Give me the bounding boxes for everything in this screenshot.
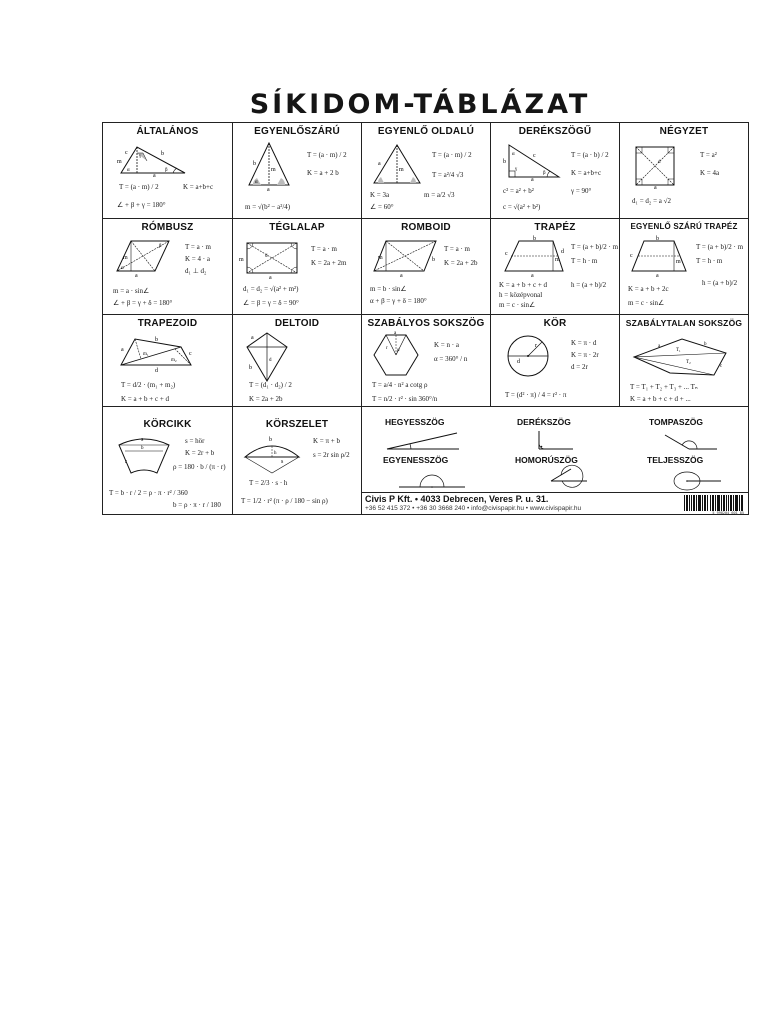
- rhombus-figure: [113, 237, 173, 277]
- label-m: m: [123, 255, 128, 261]
- label-c: c: [505, 251, 508, 257]
- formula-perimeter: K = 3a: [370, 191, 390, 199]
- publisher-footer: [361, 493, 749, 515]
- formula-diameter: d = 2r: [571, 363, 588, 371]
- formula-area: T = (a · m) / 2: [432, 151, 472, 159]
- label-a: a: [400, 273, 403, 279]
- formula-area: T = (a + b)/2 · m: [696, 243, 744, 251]
- formula-area: T = b · r / 2 = ρ · π · r² / 360: [109, 489, 188, 497]
- formula-angle: ρ = 180 · b / (π · r): [173, 463, 226, 471]
- formula-angle-sum: ∠ + β = γ + δ = 180°: [113, 299, 173, 307]
- circle-figure: [505, 333, 551, 379]
- formula-area: T = (a · m) / 2: [119, 183, 159, 191]
- label-d: d: [269, 358, 272, 363]
- cell-title: SZABÁLYOS SOKSZÖG: [367, 318, 485, 329]
- cell-trapez: [491, 219, 620, 315]
- formula-area: T = a/4 · n² a cotg ρ: [372, 381, 428, 389]
- cell-title: EGYENLŐSZÁRÚ: [254, 126, 340, 137]
- formula-diagonals: d₁ ⊥ d₂: [185, 267, 207, 275]
- label-b: b: [269, 437, 272, 443]
- label-d: d: [265, 254, 268, 259]
- formula-area-alt: T = h · m: [696, 257, 723, 265]
- formula-perimeter: K = 2r + b: [185, 449, 215, 457]
- formula-perimeter: K = a + b + c + d: [121, 395, 170, 403]
- formula-chord: s = 2r sin ρ/2: [313, 451, 350, 459]
- formula-height: m = c · sin∠: [628, 299, 665, 307]
- formula-area: T = a · m: [311, 245, 337, 253]
- formula-central-angle: α = 360° / n: [434, 355, 468, 363]
- regular-polygon-figure: [372, 333, 420, 377]
- cell-szabalyos-sokszog: [362, 315, 491, 407]
- cell-altalanos: [103, 123, 233, 219]
- cell-rombusz: [103, 219, 233, 315]
- formula-perimeter: K = 4a: [700, 169, 720, 177]
- cell-title: NÉGYZET: [659, 126, 709, 137]
- formula-hypotenuse: c = √(a² + b²): [503, 203, 541, 211]
- label-a: a: [654, 185, 657, 191]
- label-c: c: [630, 253, 633, 259]
- label-r: r: [125, 459, 127, 465]
- formula-area-alt: T = h · m: [571, 257, 598, 265]
- formula-perimeter: K = a + b + c + d + ...: [630, 395, 691, 403]
- label-beta: β: [543, 171, 546, 176]
- formula-midline-note: h = középvonal: [499, 291, 543, 299]
- formula-angles: ∠ = β = γ = δ = 90°: [243, 299, 299, 307]
- shape-table: [102, 122, 749, 515]
- formula-area: T = 1/2 · r² (π · ρ / 180 − sin ρ): [241, 497, 328, 505]
- cell-teglalap: [233, 219, 362, 315]
- cell-negyzet: [620, 123, 749, 219]
- reflex-angle-icon: [531, 467, 591, 491]
- formula-perimeter: K = n · a: [434, 341, 459, 349]
- angle-reflex-label: HOMORÚSZÖG: [515, 455, 578, 465]
- cell-szabalytalan-sokszog: [620, 315, 749, 407]
- formula-area: T = a · m: [444, 245, 470, 253]
- formula-height: m = c · sin∠: [499, 301, 536, 309]
- obtuse-angle-icon: [659, 429, 719, 451]
- label-d: d: [517, 359, 520, 365]
- cell-title: RÓMBUSZ: [141, 222, 194, 233]
- segment-figure: [241, 433, 303, 477]
- label-t2: T₂: [686, 360, 691, 365]
- parallelogram-figure: [370, 237, 440, 277]
- formula-area: T = (a · m) / 2: [307, 151, 347, 159]
- label-m: m: [399, 167, 404, 173]
- label-m: m: [117, 159, 122, 165]
- label-b: b: [704, 342, 707, 347]
- rectangle-figure: [239, 239, 301, 279]
- cell-title: TRAPÉZ: [534, 222, 576, 233]
- formula-area: T = a²: [700, 151, 717, 159]
- cell-romboid: [362, 219, 491, 315]
- label-gamma: γ: [515, 167, 518, 172]
- label-d: d: [155, 368, 158, 374]
- label-s: s: [281, 459, 284, 465]
- formula-area: T = (a + b)/2 · m: [571, 243, 619, 251]
- cell-title: SZABÁLYTALAN SOKSZÖG: [625, 318, 743, 328]
- formula-perimeter: K = a + b + 2c: [628, 285, 669, 293]
- label-b: b: [155, 337, 158, 343]
- formula-area-approx: T = 2/3 · s · h: [249, 479, 288, 487]
- label-a: a: [251, 335, 254, 341]
- label-b: b: [656, 236, 659, 242]
- formula-perimeter: K = a+b+c: [183, 183, 214, 191]
- formula-midline: h = (a + b)/2: [702, 279, 738, 287]
- label-beta: β: [165, 168, 168, 173]
- label-beta: β: [159, 244, 162, 249]
- formula-diagonal: d₁ = d₂ = √(a² + m²): [243, 285, 299, 293]
- label-b: b: [253, 161, 256, 167]
- angle-obtuse-label: TOMPASZÖG: [649, 417, 703, 427]
- label-gamma: γ: [139, 154, 142, 159]
- angle-right-label: DERÉKSZÖG: [517, 417, 571, 427]
- angle-acute-label: HEGYESSZÖG: [385, 417, 445, 427]
- cell-deltoid: [233, 315, 362, 407]
- formula-angle: ∠ = 60°: [370, 203, 394, 211]
- sheet-title: SÍKIDOM-TÁBLÁZAT: [249, 89, 591, 120]
- trapezoid-general-figure: [117, 333, 197, 373]
- formula-angle-sum: ∠ + β + γ = 180°: [117, 201, 166, 209]
- cell-trapezoid: [103, 315, 233, 407]
- label-rho: ρ: [397, 348, 400, 353]
- cell-derekszogu: [491, 123, 620, 219]
- formula-perimeter: K = a + b + c + d: [499, 281, 548, 289]
- label-a: a: [121, 347, 124, 353]
- triangle-figure: [117, 141, 189, 177]
- trapezoid-figure: [501, 237, 567, 277]
- formula-area: T = a · m: [185, 243, 211, 251]
- formula-perimeter: K = a + 2 b: [307, 169, 339, 177]
- label-b: b: [141, 446, 144, 451]
- label-h: h: [274, 451, 277, 456]
- label-c: c: [125, 150, 128, 156]
- irregular-polygon-figure: [630, 333, 730, 379]
- formula-pythagoras: c² = a² + b²: [503, 187, 534, 195]
- cell-title: TÉGLALAP: [269, 222, 325, 233]
- cell-title: DERÉKSZÖGŰ: [518, 126, 592, 137]
- formula-chord: s = hör: [185, 437, 205, 445]
- label-a: a: [656, 273, 659, 279]
- cell-title: DELTOID: [274, 318, 320, 329]
- label-a: a: [658, 344, 661, 349]
- label-s: s: [141, 437, 144, 443]
- formula-perimeter: K = π + b: [313, 437, 340, 445]
- cell-title: ROMBOID: [401, 222, 451, 233]
- formula-height: m = a · sin∠: [113, 287, 150, 295]
- right-angle-icon: [535, 429, 575, 451]
- label-alpha: α: [512, 152, 515, 157]
- formula-area: T = (d² · π) / 4 = r² · π: [505, 391, 567, 399]
- formula-perimeter: K = 2a + 2b: [249, 395, 283, 403]
- barcode-number: 5 998204 601 85: [712, 511, 744, 515]
- label-b: b: [432, 257, 435, 263]
- formula-midline: h = (a + b)/2: [571, 281, 607, 289]
- label-alpha: α: [255, 180, 258, 185]
- label-r: r: [386, 346, 388, 351]
- formula-diagonal: d₁ = d₂ = a √2: [632, 197, 671, 205]
- label-a: a: [531, 273, 534, 279]
- square-figure: [632, 143, 680, 189]
- isosceles-trapezoid-figure: [628, 237, 690, 277]
- cell-kor: [491, 315, 620, 407]
- formula-right-angle: γ = 90°: [571, 187, 592, 195]
- publisher-name: Civis P Kft. • 4033 Debrecen, Veres P. u. 31.: [365, 494, 549, 504]
- label-r: r: [535, 343, 537, 349]
- formula-area: T = (a · b) / 2: [571, 151, 609, 159]
- label-m: m: [271, 167, 276, 173]
- cell-egyenlo-szaru-trapez: [620, 219, 749, 315]
- label-a: a: [153, 173, 156, 179]
- formula-angle-sum: α + β = γ + δ = 180°: [370, 297, 427, 305]
- angle-full-label: TELJESSZÖG: [647, 455, 704, 465]
- sector-figure: [115, 433, 173, 479]
- formula-height: m = √(b² − a²/4): [245, 203, 291, 211]
- label-b: b: [161, 151, 164, 157]
- formula-perimeter: K = 4 · a: [185, 255, 210, 263]
- straight-angle-icon: [397, 467, 467, 489]
- label-t1: T₁: [676, 348, 681, 353]
- label-a: a: [531, 177, 534, 183]
- label-m1: m₁: [143, 352, 149, 357]
- formula-area-alt: T = n/2 · r² · sin 360°/n: [372, 395, 438, 403]
- angle-straight-label: EGYENESSZÖG: [383, 455, 449, 465]
- formula-arc: b = ρ · π · r / 180: [173, 501, 221, 509]
- label-b: b: [503, 159, 506, 165]
- cell-title: ÁLTALÁNOS: [136, 126, 199, 137]
- cell-korszelet: [233, 407, 362, 515]
- label-m: m: [676, 259, 681, 265]
- cell-egyenlo-oldalu: [362, 123, 491, 219]
- formula-area: T = (d₁ · d₂) / 2: [249, 381, 292, 389]
- label-b: b: [533, 236, 536, 242]
- cell-korcikk: [103, 407, 233, 515]
- label-m: m: [378, 255, 383, 261]
- label-alpha: α: [127, 168, 130, 173]
- label-a: a: [378, 161, 381, 167]
- cell-title: TRAPEZOID: [137, 318, 198, 329]
- formula-area: T = T₁ + T₂ + T₃ + ... Tₙ: [630, 383, 698, 391]
- label-d: d: [561, 249, 564, 255]
- formula-perimeter-alt: K = π · 2r: [571, 351, 599, 359]
- label-m: m: [555, 257, 560, 263]
- label-c: c: [720, 364, 723, 369]
- kite-figure: [245, 331, 291, 383]
- formula-perimeter: K = 2a + 2m: [311, 259, 347, 267]
- angle-types: [361, 407, 749, 493]
- cell-egyenloszaru: [233, 123, 362, 219]
- cell-title: KÖRCIKK: [143, 419, 192, 430]
- acute-angle-icon: [385, 429, 461, 451]
- cell-title: EGYENLŐ SZÁRÚ TRAPÉZ: [630, 222, 738, 231]
- equilateral-figure: [372, 143, 422, 185]
- label-m2: m₂: [171, 358, 177, 363]
- formula-area: T = d/2 · (m₁ + m₂): [121, 381, 176, 389]
- formula-sheet: [92, 88, 748, 518]
- cell-title: KÖR: [543, 318, 567, 329]
- label-alpha: α: [121, 266, 124, 271]
- right-triangle-figure: [503, 141, 563, 181]
- isosceles-figure: [247, 141, 291, 193]
- formula-area-alt: T = a²/4 √3: [432, 171, 464, 179]
- formula-height: m = a/2 √3: [424, 191, 455, 199]
- label-a: a: [394, 331, 397, 336]
- label-a: a: [135, 273, 138, 279]
- cell-title: EGYENLŐ OLDALÚ: [377, 126, 475, 137]
- formula-height: m = b · sin∠: [370, 285, 407, 293]
- formula-perimeter: K = a+b+c: [571, 169, 602, 177]
- label-c: c: [189, 351, 192, 357]
- label-a: a: [267, 187, 270, 193]
- label-c: c: [533, 153, 536, 159]
- label-a: a: [269, 275, 272, 281]
- label-b: b: [249, 365, 252, 371]
- cell-title: KÖRSZELET: [265, 419, 329, 430]
- full-angle-icon: [653, 467, 723, 491]
- label-d: d: [658, 160, 661, 165]
- label-m: m: [239, 257, 244, 263]
- publisher-contact: +36 52 415 372 • +36 30 3668 240 • info@civispapir.hu • www.civispapir.hu: [365, 505, 582, 512]
- formula-perimeter: K = π · d: [571, 339, 597, 347]
- formula-perimeter: K = 2a + 2b: [444, 259, 478, 267]
